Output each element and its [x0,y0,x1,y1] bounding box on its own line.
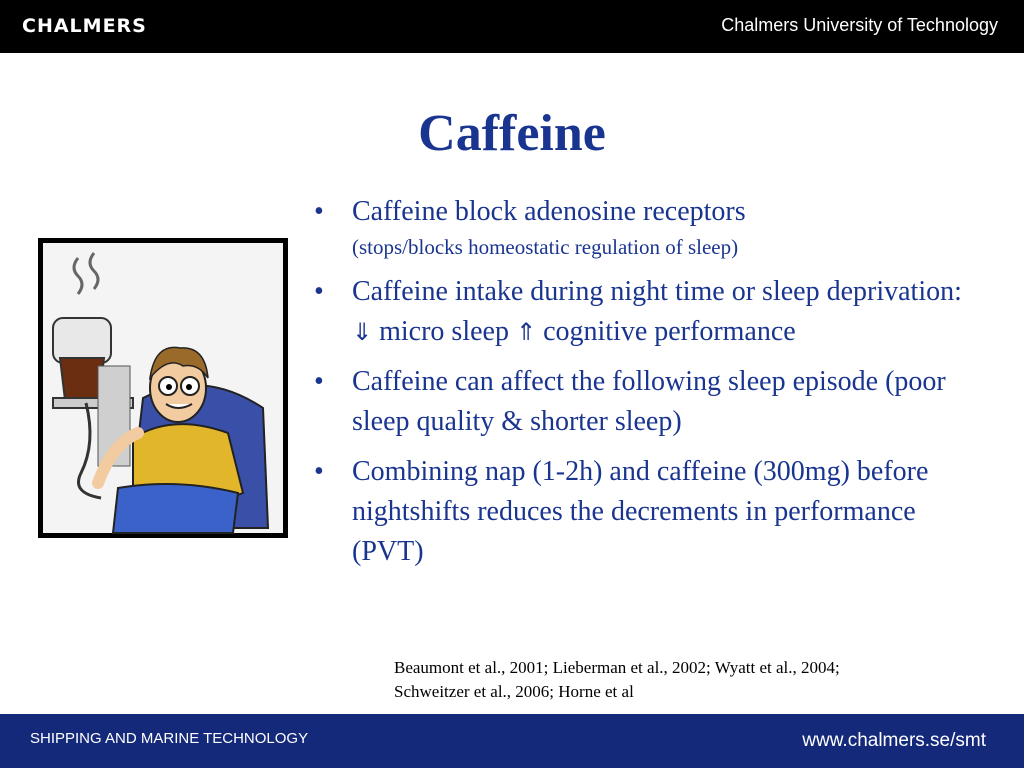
bullet-text: Caffeine can affect the following sleep episode (poor sleep quality & shorter sleep) [352,366,946,437]
bullet-text: Caffeine intake during night time or sleep deprivation: [352,276,962,307]
pupil-icon [186,384,192,390]
cartoon-illustration [38,238,288,538]
bullet-text: Combining nap (1-2h) and caffeine (300mg) before nightshifts reduces the decrements in performance (PVT) [352,456,929,567]
arrow-down-icon: ⇓ [352,318,373,346]
pupil-icon [166,384,172,390]
slide-title: Caffeine [418,105,606,162]
bullet-list [312,192,992,582]
website-link[interactable]: www.chalmers.se/smt [802,730,986,751]
jeans-icon [113,484,238,533]
reference-line: Schweitzer et al., 2006; Horne et al [394,682,634,701]
bullet-subtext: (stops/blocks homeostatic regulation of sleep) [352,235,739,259]
header-bar [0,0,1024,53]
bullet-text: Caffeine block adenosine receptors [352,196,746,227]
bullet-item [312,452,992,572]
coffee-pot-icon [60,358,104,400]
references [394,656,994,704]
bullet-effect-line [352,312,992,352]
department-name: SHIPPING AND MARINE TECHNOLOGY [30,730,309,747]
effect-text: cognitive performance [536,316,796,347]
bullet-item [312,362,992,442]
effect-text: micro sleep [372,316,516,347]
arrow-up-icon: ⇑ [515,318,537,346]
bullet-item [312,272,992,352]
footer-bar [0,714,1024,768]
chalmers-logo: CHALMERS [22,15,147,37]
coffee-maker-icon [53,318,111,363]
reference-line: Beaumont et al., 2001; Lieberman et al., 2002; Wyatt et al., 2004; [394,658,840,677]
bullet-item [312,192,992,262]
university-name: Chalmers University of Technology [721,15,998,35]
